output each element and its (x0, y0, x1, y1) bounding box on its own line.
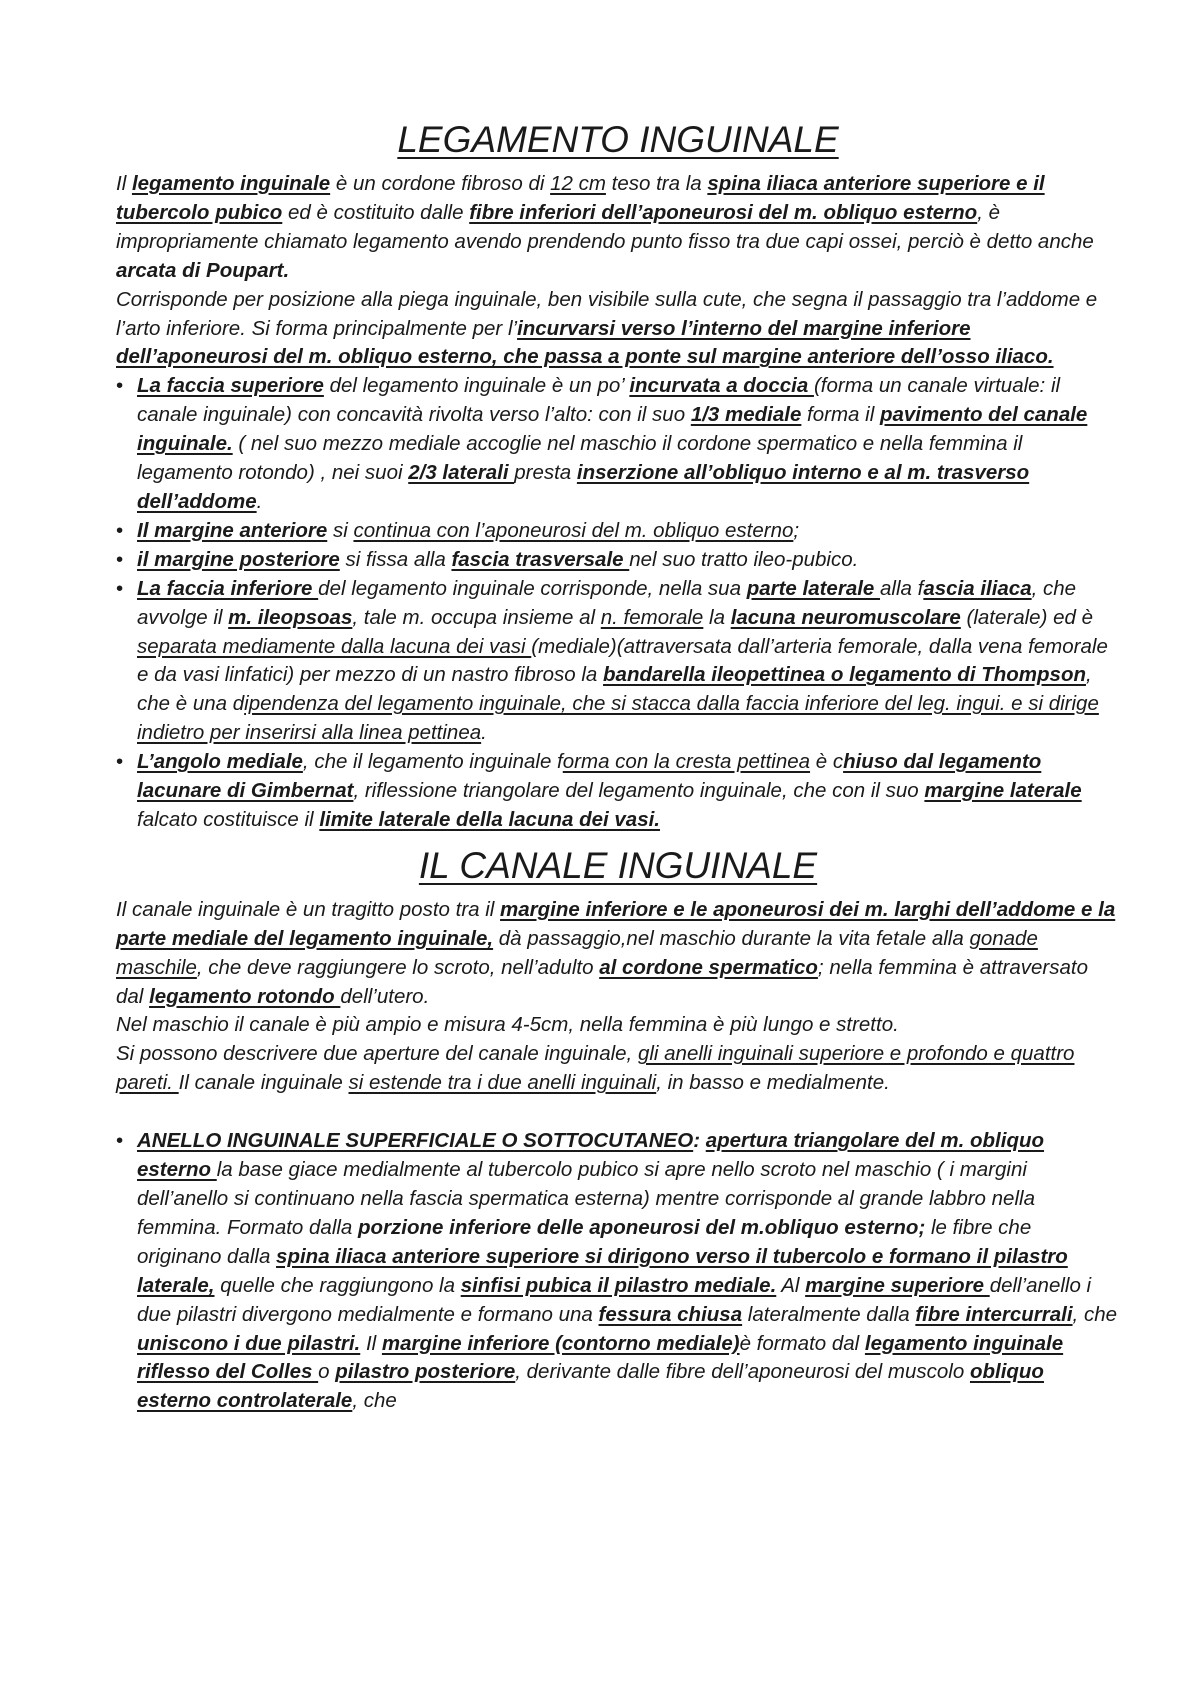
text-run: fessura chiusa (598, 1302, 743, 1326)
text-run: la base giace medialmente al tubercolo pubico si apre nello scroto nel maschio ( i margini dell’anello si continuano nella fascia spermatica esterna) mentre corrisponde al grande labbro nella femmina. Formato dalla (137, 1158, 1035, 1239)
text-run: margine superiore (805, 1273, 990, 1297)
text-run: spina iliaca anteriore superiore e il tubercolo pubico (116, 172, 1045, 224)
text-run: arcata di Poupart. (116, 258, 290, 282)
text-run: orma con la cresta pettinea (562, 750, 811, 774)
text-run: ascia iliaca (923, 576, 1032, 600)
text-run: o (318, 1360, 336, 1384)
text-run: apertura triangolare del m. obliquo esterno (137, 1129, 1045, 1182)
bullet-item (116, 546, 1120, 575)
text-run: legamento rotondo (149, 984, 341, 1008)
text-run: dell’anello i due pilastri divergono medialmente e formano una (137, 1273, 1092, 1326)
text-run: fibre inferiori dell’aponeurosi del m. obliquo esterno (469, 200, 978, 224)
text-run: porzione inferiore delle aponeurosi del m.obliquo esterno; (358, 1215, 926, 1239)
text-run: 12 cm (550, 172, 606, 195)
title-canale-inguinale: IL CANALE INGUINALE (418, 844, 818, 886)
text-run: n. femorale (600, 605, 704, 629)
text-run: Al (776, 1273, 806, 1297)
text-run: lateralmente dalla (742, 1302, 916, 1326)
text-run: si (327, 518, 354, 542)
text-run: m. ileopsoas (228, 605, 353, 629)
text-run: uniscono i due pilastri. (137, 1331, 361, 1355)
blank-line (116, 1098, 1120, 1127)
text-run: Il (360, 1331, 382, 1355)
text-run: La faccia inferiore (137, 576, 319, 600)
text-run: , che deve raggiungere lo scroto, nell’adulto (196, 955, 600, 979)
text-run: , che (1072, 1302, 1117, 1326)
text-run: hiuso dal legamento lacunare di Gimbernat (137, 750, 1042, 803)
text-run: margine inferiore (contorno mediale) (381, 1331, 740, 1355)
paragraph-definizione (116, 170, 1120, 286)
text-run: ( nel suo mezzo mediale accoglie nel maschio il cordone spermatico e nella femmina il legamento rotondo) , nei suoi (137, 432, 1023, 485)
text-run: spina iliaca anteriore superiore si dirigono verso il tubercolo e formano il pilastro laterale, (137, 1244, 1068, 1297)
text-run: obliquo esterno controlaterale (137, 1360, 1044, 1413)
text-run: dell’utero. (340, 984, 430, 1008)
text-run: quelle che raggiungono la (214, 1273, 461, 1297)
text-run: legamento inguinale (131, 172, 331, 195)
text-run: Il canale inguinale (178, 1071, 349, 1095)
text-run: il margine posteriore (137, 547, 340, 571)
text-run: : (693, 1129, 706, 1153)
text-run: ANELLO INGUINALE SUPERFICIALE O SOTTOCUTANEO (137, 1129, 694, 1153)
text-run: è un cordone fibroso di (330, 172, 551, 195)
text-run: , è impropriamente chiamato legamento avendo prendendo punto fisso tra due capi ossei, perciò è detto anche (116, 200, 1094, 253)
text-run: alla f (880, 576, 924, 600)
text-run: , che avvolge il (137, 576, 1077, 629)
text-run: 2/3 laterali (408, 461, 515, 485)
text-run: sinfisi pubica il pilastro mediale. (460, 1273, 777, 1297)
text-run: fibre intercurrali (915, 1302, 1073, 1326)
bullet-item (116, 517, 1120, 546)
text-run: margine inferiore e le aponeurosi dei m. larghi dell’addome e la parte mediale del legamento inguinale, (116, 897, 1116, 950)
text-run: si fissa alla (339, 547, 452, 571)
text-run: gonade maschile (116, 926, 1038, 979)
text-run: ; (793, 518, 800, 542)
text-run: , tale m. occupa insieme al (352, 605, 601, 629)
text-run: , che è una d (137, 663, 1092, 716)
text-run: è c (810, 750, 844, 774)
text-run: è formato dal (739, 1331, 865, 1355)
text-run: bandarella ileopettinea o legamento di Thompson (603, 663, 1086, 687)
text-run: , in basso e medialmente. (656, 1071, 890, 1095)
title-legamento-inguinale: LEGAMENTO INGUINALE (397, 119, 839, 160)
text-run: . (256, 489, 263, 513)
text-run: 1/3 mediale (690, 403, 802, 427)
text-run: L’angolo mediale (137, 750, 303, 774)
text-run: pilastro posteriore (335, 1360, 516, 1384)
text-run: (laterale) ed è (960, 605, 1094, 629)
text-run: . (481, 721, 487, 745)
text-run: Il margine anteriore (137, 518, 328, 542)
bullet-list-canale (116, 1127, 1120, 1416)
bullet-item (116, 1127, 1120, 1416)
text-run: ; nella femmina è attraversato dal (116, 955, 1088, 1008)
text-run: al cordone spermatico (599, 955, 818, 979)
text-run: incurvata a doccia (629, 374, 814, 398)
text-run: Il (116, 172, 132, 195)
text-run: ipendenza del legamento inguinale, che si stacca dalla faccia inferiore del leg. ingui. e si dirige indietro per inserirsi alla linea pettinea (137, 692, 1099, 745)
text-run: fascia trasversale (451, 547, 630, 571)
text-run: Il canale inguinale è un tragitto posto tra il (116, 897, 501, 921)
text-run: margine laterale (924, 779, 1082, 803)
text-run: presta (514, 461, 577, 485)
text-run: , che il legamento inguinale f (302, 750, 563, 774)
text-run: parte laterale (746, 576, 881, 600)
text-run: lacuna neuromuscolare (730, 605, 961, 629)
text-run: separata mediamente dalla lacuna dei vasi (137, 634, 532, 658)
bullet-list-legamento (116, 372, 1120, 835)
text-run: , derivante dalle fibre dell’aponeurosi del muscolo (515, 1360, 970, 1384)
text-run: incurvarsi verso l’interno del margine inferiore dell’aponeurosi del m. obliquo esterno, che passa a ponte sul margine anteriore dell’osso iliaco. (116, 316, 1054, 369)
text-run: la (703, 605, 731, 629)
text-run: , riflessione triangolare del legamento inguinale, che con il suo (353, 779, 925, 803)
text-run: del legamento inguinale è un po’ (323, 374, 630, 398)
bullet-item (116, 575, 1120, 748)
text-run: (mediale)(attraversata dall’arteria femorale, dalla vena femorale e da vasi linfatici) per mezzo di un nastro fibroso la (137, 634, 1108, 687)
text-run: si estende tra i due anelli inguinali (348, 1071, 657, 1095)
text-run: Nel maschio il canale è più ampio e misura 4-5cm, nella femmina è più lungo e stretto. (116, 1013, 899, 1037)
text-run: forma il (801, 403, 880, 427)
text-run: nel suo tratto ileo-pubico. (629, 547, 859, 571)
text-run: continua con l’aponeurosi del m. obliquo esterno (353, 518, 794, 542)
paragraph-dimensioni (116, 1011, 1120, 1040)
text-run: (forma un canale virtuale: il canale inguinale) con concavità rivolta verso l’alto: con il suo (137, 374, 1061, 427)
paragraph-canale-definizione (116, 896, 1120, 1012)
text-run: pavimento del canale inguinale. (137, 403, 1088, 456)
text-run: dà passaggio,nel maschio durante la vita fetale alla (493, 926, 970, 950)
text-run: Corrisponde per posizione alla piega inguinale, ben visibile sulla cute, che segna il passaggio tra l’addome e l’arto inferiore. Si forma principalmente per l’ (116, 287, 1098, 340)
bullet-item (116, 372, 1120, 517)
bullet-item (116, 748, 1120, 835)
text-run: del legamento inguinale corrisponde, nella sua (318, 576, 747, 600)
paragraph-posizione (116, 286, 1120, 373)
text-run: inserzione all’obliquo interno e al m. trasverso dell’addome (137, 461, 1030, 513)
paragraph-aperture (116, 1040, 1120, 1098)
text-run: Si possono descrivere due aperture del canale inguinale, (116, 1042, 638, 1066)
text-run: ed è costituito dalle (282, 200, 470, 224)
text-run: La faccia superiore (137, 374, 324, 398)
text-run: limite laterale della lacuna dei vasi. (319, 807, 661, 831)
text-run: le fibre che originano dalla (137, 1215, 1032, 1268)
text-run: legamento inguinale riflesso del Colles (137, 1331, 1064, 1384)
text-run: teso tra la (605, 172, 708, 195)
text-run: gli anelli inguinali superiore e profondo e quattro pareti. (116, 1042, 1075, 1095)
text-run: , che (352, 1389, 397, 1413)
text-run: falcato costituisce il (137, 807, 320, 831)
